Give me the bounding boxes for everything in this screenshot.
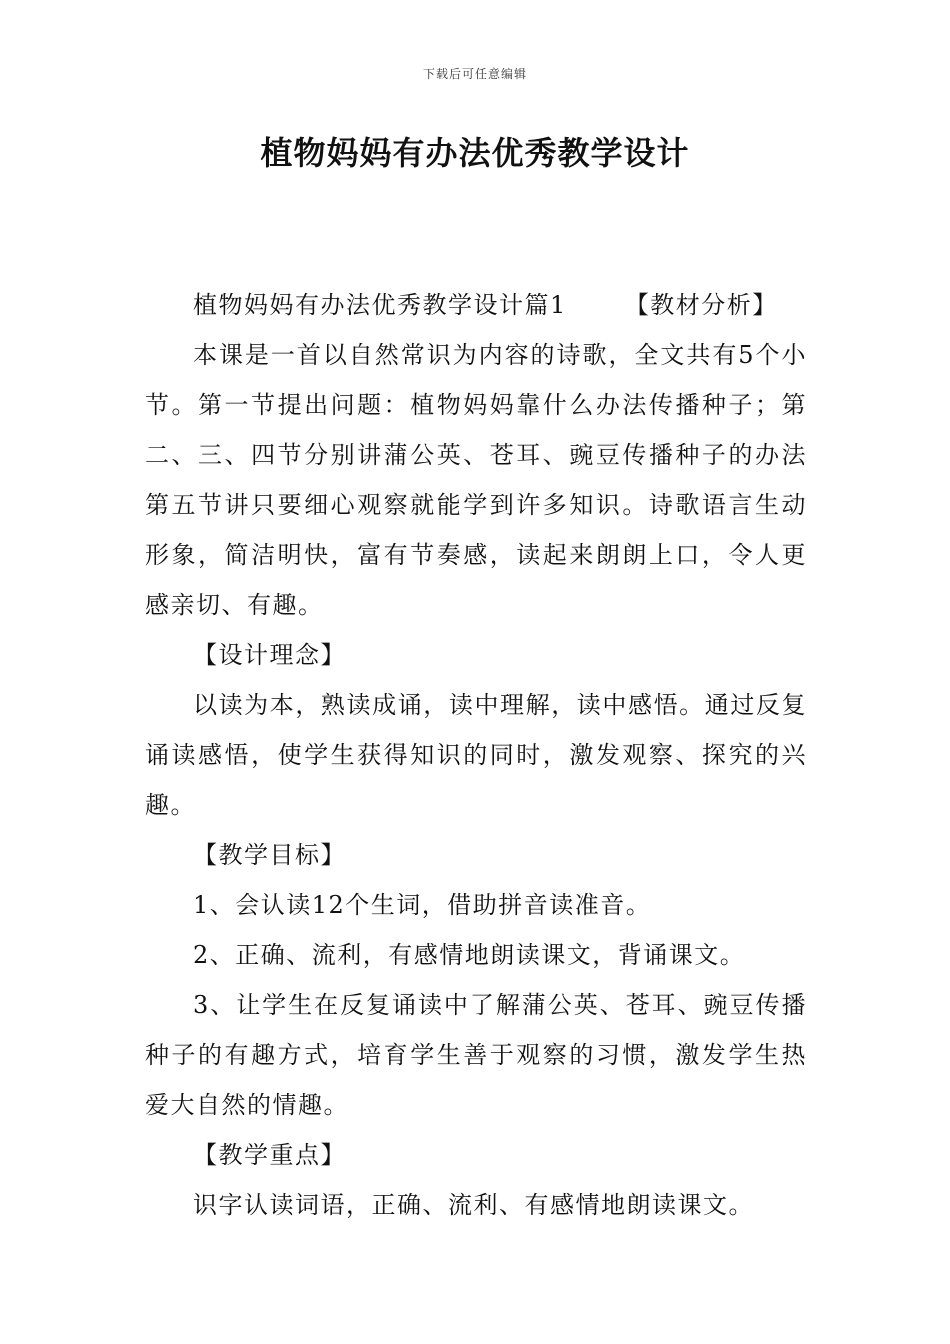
document-title: 植物妈妈有办法优秀教学设计 <box>260 134 690 172</box>
heading-analysis: 【教材分析】 <box>624 291 778 319</box>
heading-focus: 【教学重点】 <box>193 1141 346 1169</box>
heading-concept: 【设计理念】 <box>193 641 346 669</box>
document-body <box>145 280 807 1230</box>
paragraph-focus: 识字认读词语，正确、流利、有感情地朗读课文。 <box>193 1191 754 1219</box>
header-note: 下载后可任意编辑 <box>422 67 527 81</box>
goal-item-3: 3、让学生在反复诵读中了解蒲公英、苍耳、豌豆传播种子的有趣方式，培育学生善于观察的习惯，激发学生热爱大自然的情趣。 <box>145 991 807 1119</box>
section-title: 植物妈妈有办法优秀教学设计篇1 <box>193 291 567 319</box>
goal-item-2: 2、正确、流利，有感情地朗读课文，背诵课文。 <box>193 941 746 969</box>
section-heading-line <box>145 280 807 330</box>
paragraph-analysis: 本课是一首以自然常识为内容的诗歌，全文共有5个小节。第一节提出问题：植物妈妈靠什么办法传播种子；第二、三、四节分别讲蒲公英、苍耳、豌豆传播种子的办法第五节讲只要细心观察就能学到许多知识。诗歌语言生动形象，简洁明快，富有节奏感，读起来朗朗上口，令人更感亲切、有趣。 <box>145 341 807 619</box>
goal-item-1: 1、会认读12个生词，借助拼音读准音。 <box>193 891 652 919</box>
heading-goals: 【教学目标】 <box>193 841 346 869</box>
paragraph-concept: 以读为本，熟读成诵，读中理解，读中感悟。通过反复诵读感悟，使学生获得知识的同时，激发观察、探究的兴趣。 <box>145 691 807 819</box>
